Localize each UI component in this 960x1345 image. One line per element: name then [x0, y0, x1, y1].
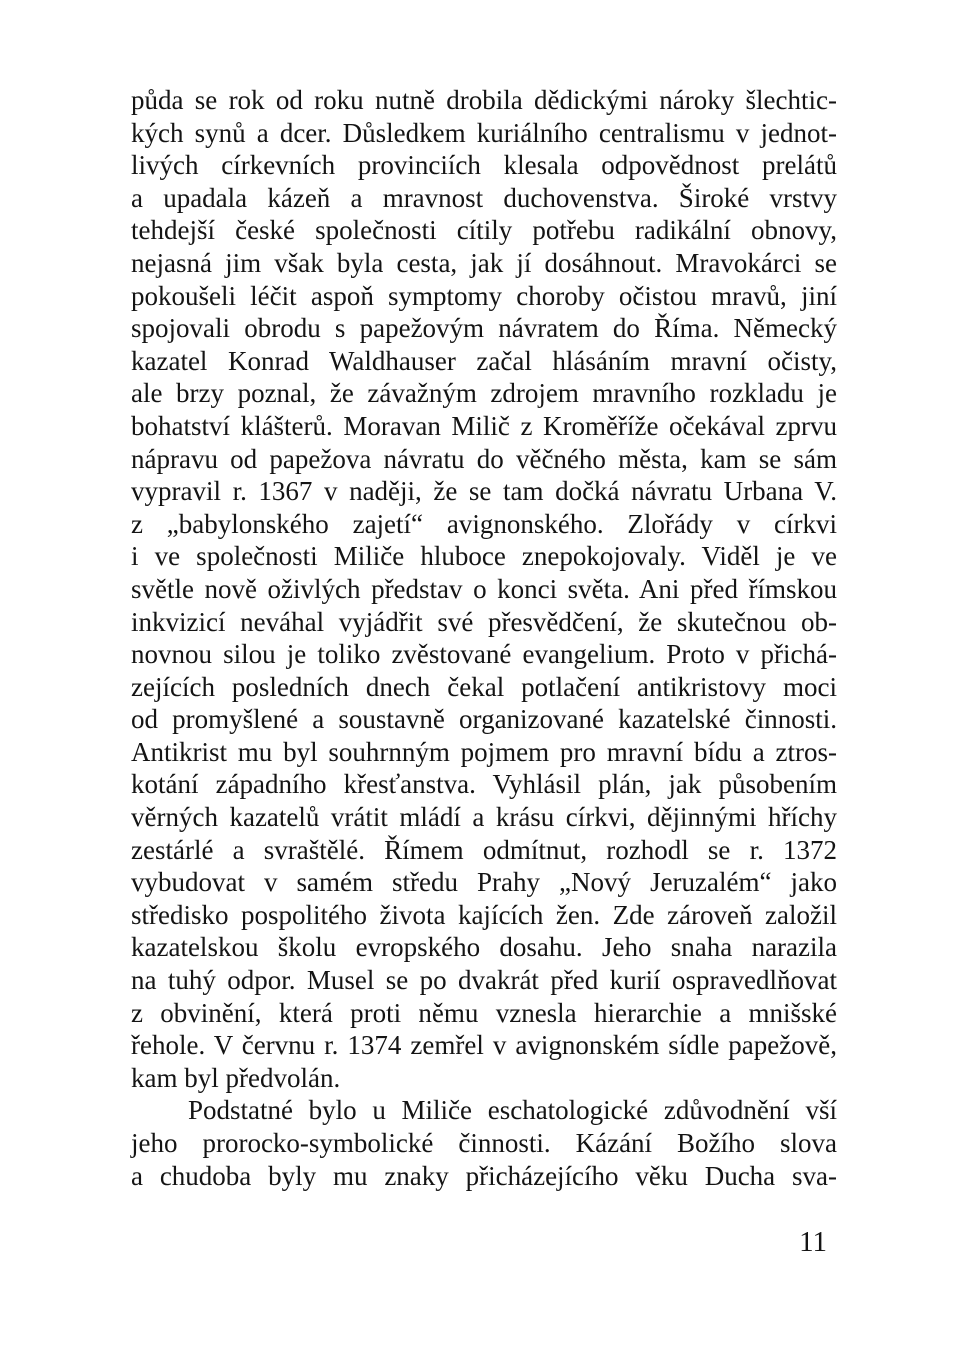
text-line: jeho prorocko-symbolické činnosti. Kázání Božího slova [131, 1128, 837, 1158]
page-number: 11 [799, 1226, 827, 1258]
text-line: z obvinění, která proti němu vznesla hierarchie a mnišské [131, 997, 837, 1028]
text-line: světle nově oživlých představ o konci světa. Ani před římskou [131, 573, 837, 604]
text-line: věrných kazatelů vrátit mládí a krásu církvi, dějinnými hříchy [131, 802, 837, 833]
text-line: bohatství klášterů. Moravan Milič z Kroměříže očekával zprvu [131, 410, 837, 441]
text-line: řehole. V červnu r. 1374 zemřel v avignonském sídle papežově, [131, 1030, 837, 1061]
text-line: nápravu od papežova návratu do věčného města, kam se sám [131, 443, 837, 474]
text-line: spojovali obrodu s papežovým návratem do Říma. Německý [131, 313, 837, 344]
text-line: zejících posledních dnech čekal potlačení antikristovy moci [131, 671, 837, 702]
text-line: středisko pospolitého života kajících žen. Zde zároveň založil [131, 899, 837, 930]
text-line: a upadala kázeň a mravnost duchovenstva. Široké vrstvy [131, 182, 837, 213]
body-text [131, 84, 837, 1192]
text-line: vybudovat v samém středu Prahy „Nový Jeruzalém“ jako [131, 867, 837, 898]
text-line: kazatelskou školu evropského dosahu. Jeho snaha narazila [131, 932, 837, 963]
text-line: novnou silou je toliko zvěstované evangelium. Proto v přichá- [131, 639, 837, 670]
text-line: tehdejší české společnosti cítily potřebu radikální obnovy, [131, 215, 837, 246]
text-line: Antikrist mu byl souhrnným pojmem pro mravní bídu a ztros- [131, 736, 837, 767]
text-line: kotání západního křesťanstva. Vyhlásil plán, jak působením [131, 769, 837, 800]
text-line: pokoušeli léčit aspoň symptomy choroby očistou mravů, jiní [131, 280, 837, 311]
text-line: livých církevních provinciích klesala odpovědnost prelátů [131, 150, 837, 181]
text-line: zestárlé a svraštělé. Římem odmítnut, rozhodl se r. 1372 [131, 834, 837, 865]
text-line: od promyšlené a soustavně organizované kazatelské činnosti. [131, 704, 837, 735]
text-line: kazatel Konrad Waldhauser začal hlásáním mravní očisty, [131, 345, 837, 376]
text-line: Podstatné bylo u Miliče eschatologické zdůvodnění vší [188, 1095, 837, 1126]
text-line: inkvizicí neváhal vyjádřit své přesvědčení, že skutečnou ob- [131, 606, 837, 637]
text-line: i ve společnosti Miliče hluboce znepokojovaly. Viděl je ve [131, 541, 837, 572]
text-line: na tuhý odpor. Musel se po dvakrát před kurií ospravedlňovat [131, 965, 837, 996]
text-line: nejasná jim však byla cesta, jak jí dosáhnout. Mravokárci se [131, 247, 837, 278]
text-line: půda se rok od roku nutně drobila dědickými nároky šlechtic- [131, 85, 837, 115]
text-line: vypravil r. 1367 v naději, že se tam dočká návratu Urbana V. [131, 476, 837, 507]
text-line: kých synů a dcer. Důsledkem kuriálního centralismu v jednot- [131, 117, 837, 148]
text-line: z „babylonského zajetí“ avignonského. Zlořády v církvi [131, 508, 837, 539]
text-line: a chudoba byly mu znaky přicházejícího věku Ducha sva- [131, 1160, 837, 1191]
text-line: ale brzy poznal, že závažným zdrojem mravního rozkladu je [131, 378, 837, 409]
text-line: kam byl předvolán. [131, 1062, 341, 1093]
